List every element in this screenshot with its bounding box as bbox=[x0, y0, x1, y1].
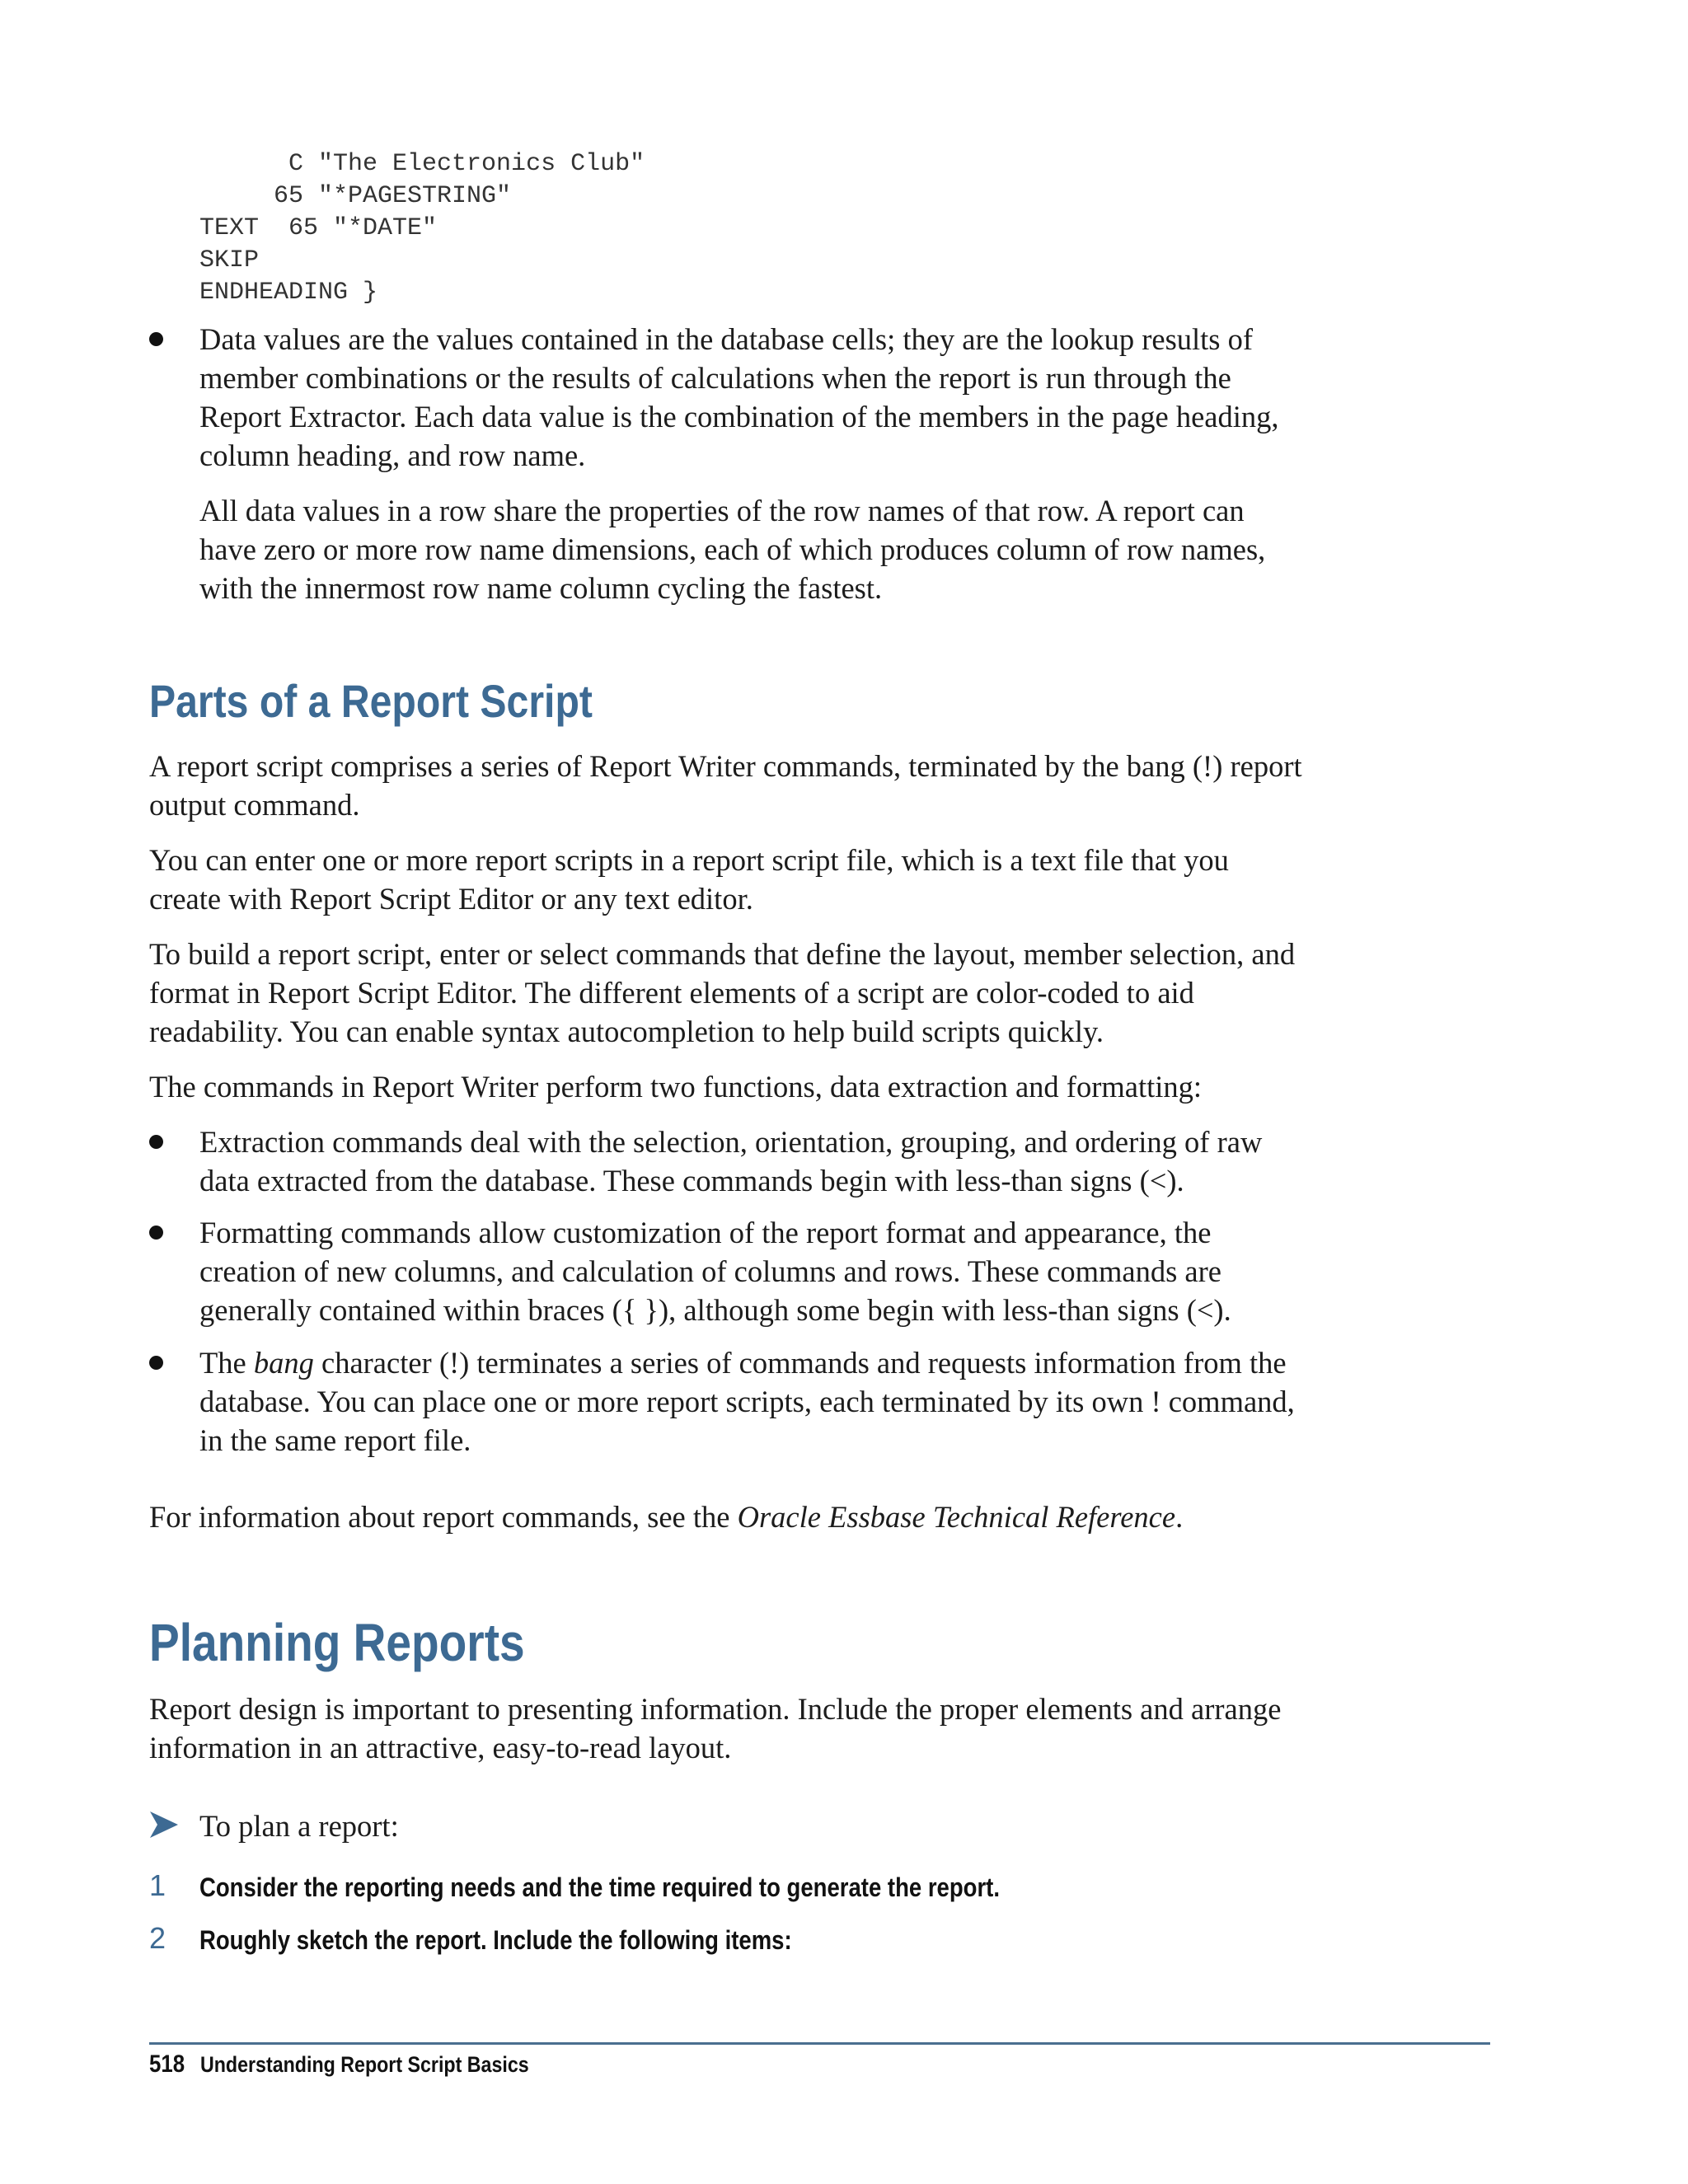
code-line: TEXT 65 "*DATE" bbox=[199, 214, 438, 242]
bullet-text-italic: bang bbox=[253, 1346, 314, 1380]
code-line: ENDHEADING } bbox=[199, 279, 378, 307]
step-number: 2 bbox=[149, 1921, 166, 1955]
bullet-dot-icon bbox=[149, 332, 163, 346]
reference-text: . bbox=[1175, 1500, 1184, 1534]
bullet-dot-icon bbox=[149, 1135, 163, 1149]
bullet-text: Extraction commands deal with the selection, orientation, grouping, and ordering of raw data extracted from the database. These commands begin with less-than signs (<). bbox=[199, 1125, 1263, 1197]
bullet-text-part: character (!) terminates a series of commands and requests information from the database. You can place one or more report scripts, each terminated by its own ! command, in the same report file. bbox=[199, 1346, 1295, 1457]
section-heading-parts: Parts of a Report Script bbox=[149, 675, 593, 727]
bullet-dot-icon bbox=[149, 1226, 163, 1240]
bullet-text: Formatting commands allow customization of the report format and appearance, the creation of new columns, and calculation of columns and rows. These commands are generally contained within braces ({ }), although some begin with less-than signs (<). bbox=[199, 1216, 1231, 1327]
code-line: SKIP bbox=[199, 246, 260, 274]
bullet-text-part: The bbox=[199, 1346, 254, 1380]
arrowhead-icon bbox=[149, 1811, 179, 1839]
bullet-text bbox=[199, 1343, 1304, 1460]
code-block bbox=[199, 148, 645, 309]
bullet-text: Data values are the values contained in the database cells; they are the lookup results of member combinations or the results of calculations when the report is run through the Report Extractor. Each data value is the combination of the members in the page heading, column heading, and row name. bbox=[199, 322, 1279, 472]
code-line: C "The Electronics Club" bbox=[199, 150, 645, 178]
page-number: 518 bbox=[149, 2050, 185, 2078]
paragraph: The commands in Report Writer perform two functions, data extraction and formatting: bbox=[149, 1070, 1203, 1104]
step-text: Roughly sketch the report. Include the following items: bbox=[199, 1925, 792, 1955]
task-intro: To plan a report: bbox=[199, 1809, 399, 1843]
bullet-dot-icon bbox=[149, 1356, 163, 1370]
footer-rule bbox=[149, 2042, 1490, 2045]
paragraph: To build a report script, enter or select commands that define the layout, member selection, and format in Report Script Editor. The different elements of a script are color-coded to aid readability. You can enable syntax autocompletion to help build scripts quickly. bbox=[149, 937, 1296, 1048]
code-line: 65 "*PAGESTRING" bbox=[199, 182, 512, 210]
paragraph-reference bbox=[149, 1497, 1303, 1536]
paragraph: A report script comprises a series of Report Writer commands, terminated by the bang (!) report output command. bbox=[149, 749, 1302, 822]
reference-book-title: Oracle Essbase Technical Reference bbox=[737, 1500, 1176, 1534]
page-footer bbox=[149, 2050, 529, 2079]
paragraph: Report design is important to presenting information. Include the proper elements and arrange information in an attractive, easy-to-read layout. bbox=[149, 1692, 1282, 1765]
paragraph: You can enter one or more report scripts in a report script file, which is a text file that you create with Report Script Editor or any text editor. bbox=[149, 843, 1229, 916]
step-number: 1 bbox=[149, 1868, 166, 1902]
reference-text: For information about report commands, see the bbox=[149, 1500, 738, 1534]
step-text: Consider the reporting needs and the time required to generate the report. bbox=[199, 1872, 1000, 1902]
section-heading-planning: Planning Reports bbox=[149, 1613, 525, 1672]
bullet-followup-paragraph: All data values in a row share the properties of the row names of that row. A report can have zero or more row name dimensions, each of which produces column of row names, with the innermost row name column cycling the fastest. bbox=[199, 494, 1266, 605]
footer-chapter-title: Understanding Report Script Basics bbox=[199, 2052, 529, 2077]
